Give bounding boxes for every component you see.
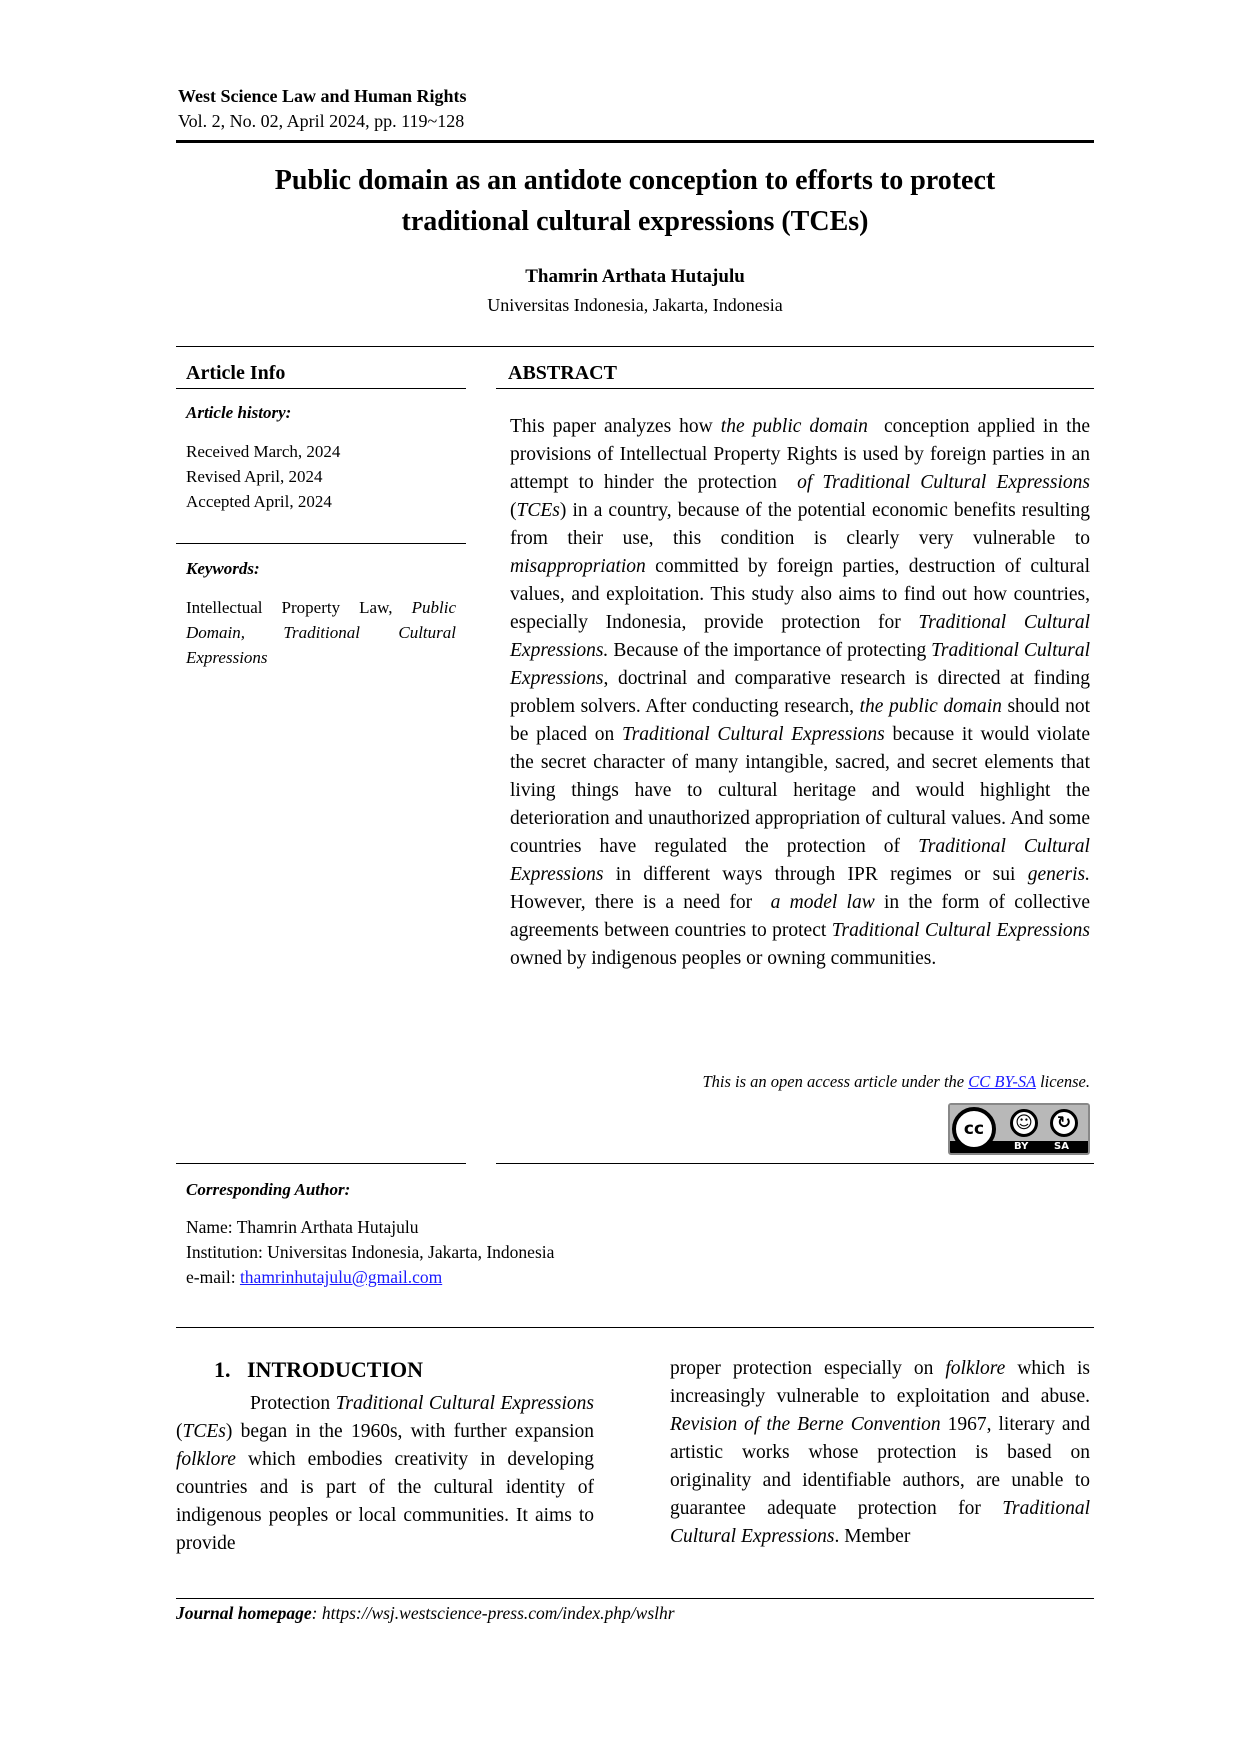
introduction-left-column: Protection Traditional Cultural Expressions (TCEs) began in the 1960s, with further expansion folklore which embodies creativity in developing countries and is part of the cultural identity of indigenous peoples or local communities. It aims to provide [176,1393,594,1554]
corresponding-divider-left [176,1163,466,1164]
author-affiliation: Universitas Indonesia, Jakarta, Indonesia [487,295,783,315]
abstract-text: This paper analyzes how the public domain conception applied in the provisions of Intellectual Property Rights is used by foreign parties in an attempt to hinder the protection of Traditional Cultural Expressions (TCEs) in a country, because of the potential economic benefits resulting from their use, this condition is clearly very vulnerable to misappropriation committed by foreign parties, destruction of cultural values, and exploitation. This study also aims to find out how countries, especially Indonesia, provide protection for Traditional Cultural Expressions. Because of the importance of protecting Traditional Cultural Expressions, doctrinal and comparative research is directed at finding problem solvers. After conducting research, the public domain should not be placed on Traditional Cultural Expressions because it would violate the secret character of many intangible, sacred, and secret elements that living things have to cultural heritage and would highlight the deterioration and unauthorized appropriation of cultural values. And some countries have regulated the protection of Traditional Cultural Expressions in different ways through IPR regimes or sui generis. However, there is a need for a model law in the form of collective agreements between countries to protect Traditional Cultural Expressions owned by indigenous peoples or owning communities. [510,416,1090,969]
cc-by-sa-link[interactable]: CC BY-SA [968,1072,1036,1091]
cc-sa-label: SA [1054,1141,1069,1152]
journal-homepage [176,1603,675,1624]
email-link[interactable]: thamrinhutajulu@gmail.com [239,1267,443,1287]
journal-volume-info: Vol. 2, No. 02, April 2024, pp. 119~128 [178,111,465,131]
keywords-label: Keywords: [186,559,260,578]
paper-title-line-2: traditional cultural expressions (TCEs) [401,206,869,237]
oa-prefix: This is an open access article under the [702,1072,965,1091]
corresponding-name: Name: Thamrin Arthata Hutajulu [186,1217,419,1237]
keywords-plain: Intellectual Property Law, [186,598,393,617]
received-date: Received March, 2024 [186,442,341,461]
footer-divider [176,1598,1094,1599]
introduction-divider [176,1327,1094,1328]
introduction-number: 1. [214,1357,231,1382]
revised-date: Revised April, 2024 [186,467,323,486]
oa-suffix: license. [1040,1072,1090,1091]
corresponding-author-label: Corresponding Author: [186,1180,351,1199]
accepted-date: Accepted April, 2024 [186,492,332,511]
section-divider [176,346,1094,347]
share-alike-icon: ↻ [1050,1109,1078,1137]
abstract-divider [496,388,1094,389]
cc-icon: cc [952,1107,996,1151]
paper-title-line-1: Public domain as an antidote conception to efforts to protect [274,165,996,196]
corresponding-email-row [186,1265,554,1290]
abstract-heading: ABSTRACT [508,362,617,384]
email-label: e-mail: [186,1267,236,1287]
introduction-title: INTRODUCTION [247,1357,424,1382]
article-history [186,439,340,514]
footer-label: Journal homepage [176,1603,312,1623]
corresponding-divider-right [496,1163,1094,1164]
keywords-divider [176,543,466,544]
introduction-heading [214,1357,423,1383]
cc-by-sa-badge[interactable] [948,1103,1090,1155]
paper-title [176,160,1094,242]
author-name: Thamrin Arthata Hutajulu [525,266,745,287]
keywords-list [186,595,456,670]
corresponding-institution: Institution: Universitas Indonesia, Jakarta, Indonesia [186,1242,555,1262]
journal-name: West Science Law and Human Rights [178,86,467,106]
article-history-label: Article history: [186,403,292,422]
article-info-heading: Article Info [186,362,286,384]
open-access-notice [510,1072,1090,1092]
header-divider [176,140,1094,143]
footer-url[interactable]: : https://wsj.westscience-press.com/index.php/wslhr [311,1603,675,1623]
article-info-divider [176,388,466,389]
cc-by-label: BY [1014,1141,1029,1152]
keywords-italic: Public Domain, Traditional Cultural Expressions [186,598,457,667]
attribution-icon: ☺ [1010,1109,1038,1137]
introduction-right-column: proper protection especially on folklore which is increasingly vulnerable to exploitation and abuse. Revision of the Berne Convention 1967, literary and artistic works whose protection is based on originality and identifiable authors, are unable to guarantee adequate protection for Traditional Cultural Expressions. Member [670,1358,1090,1547]
corresponding-author-details [186,1215,554,1290]
